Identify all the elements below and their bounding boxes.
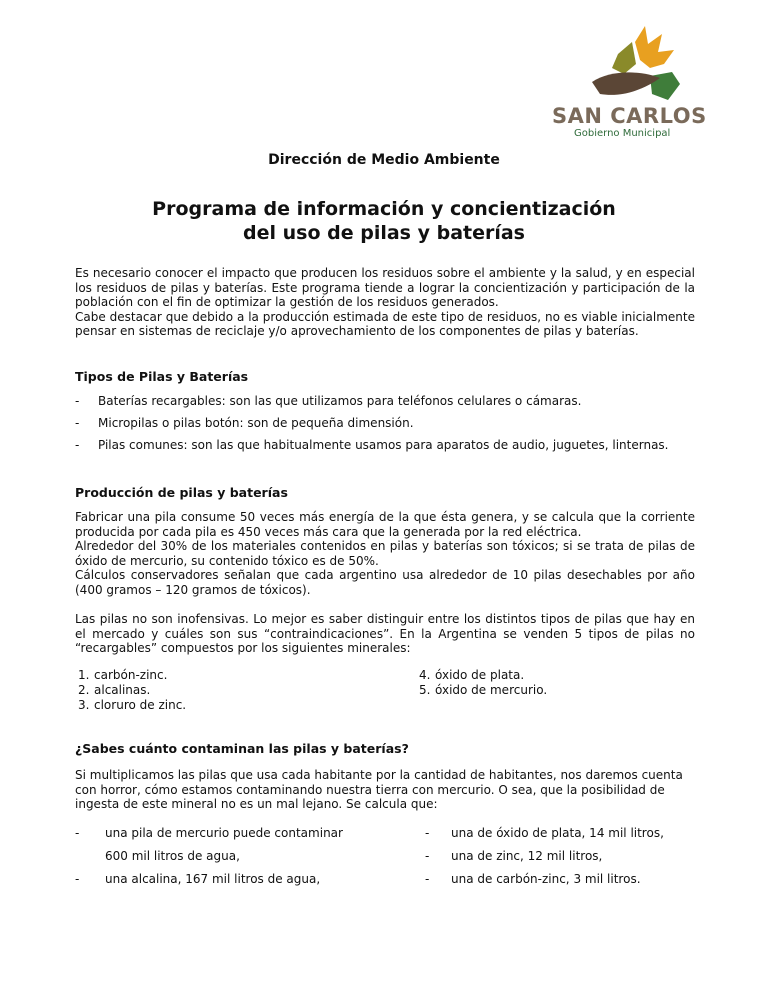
department-heading: Dirección de Medio Ambiente — [268, 152, 500, 168]
production-heading: Producción de pilas y baterías — [75, 485, 288, 500]
document-title — [0, 197, 768, 245]
intro-section — [75, 266, 695, 339]
intro-paragraph-2: Cabe destacar que debido a la producción estimada de este tipo de residuos, no es viable inicialmente pensar en sistemas de reciclaje y/o aprovechamiento de los componentes de pilas y baterías. — [75, 309, 695, 338]
production-paragraph-2: Alrededor del 30% de los materiales contenidos en pilas y baterías son tóxicos; si se trata de pilas de óxido de mercurio, su contenido tóxico es de 50%. — [75, 539, 695, 568]
types-heading: Tipos de Pilas y Baterías — [75, 369, 249, 384]
contamination-heading: ¿Sabes cuánto contaminan las pilas y baterías? — [75, 741, 409, 756]
production-paragraph-3: Cálculos conservadores señalan que cada argentino usa alrededor de 10 pilas desechables por año (400 gramos – 120 gramos de tóxicos). — [75, 568, 695, 597]
intro-paragraph-1: Es necesario conocer el impacto que producen los residuos sobre el ambiente y la salud, y en especial los residuos de pilas y baterías. Este programa tiende a lograr la concientización y participación de la población con el fin de optimizar la gestión de los residuos generados. — [75, 266, 695, 309]
leaf-brown-icon — [592, 72, 660, 94]
leaf-orange-icon — [635, 26, 674, 68]
contamination-section — [75, 768, 695, 812]
production-section — [75, 510, 695, 597]
production-paragraph-4: Las pilas no son inofensivas. Lo mejor es saber distinguir entre los distintos tipos de pilas que hay en el mercado y cuáles son sus “contraindicaciones”. En la Argentina se venden 5 tipos de pilas no “recargables” compuestos por los siguientes minerales: — [75, 612, 695, 655]
mineral-item-3: 3. cloruro de zinc. — [78, 698, 187, 712]
mineral-item-5: 5. óxido de mercurio. — [419, 683, 548, 697]
logo-name: SAN CARLOS — [552, 104, 707, 128]
title-line-1: Programa de información y concientización — [152, 198, 616, 220]
production-paragraph-1: Fabricar una pila consume 50 veces más energía de la que ésta genera, y se calcula que la corriente producida por cada pila es 450 veces más cara que la generada por la red eléctrica. — [75, 510, 695, 539]
mineral-item-1: 1. carbón-zinc. — [78, 668, 168, 682]
mineral-item-4: 4. óxido de plata. — [419, 668, 525, 682]
logo-subtitle: Gobierno Municipal — [574, 128, 671, 139]
title-line-2: del uso de pilas y baterías — [243, 222, 525, 244]
contamination-paragraph: Si multiplicamos las pilas que usa cada habitante por la cantidad de habitantes, nos daremos cuenta con horror, cómo estamos contaminando nuestra tierra con mercurio. O sea, que la posibilidad de ingesta de este mineral no es un mal lejano. Se calcula que: — [75, 768, 683, 811]
leaf-olive-icon — [612, 42, 636, 74]
production-paragraph-4-wrap — [75, 612, 695, 656]
mineral-item-2: 2. alcalinas. — [78, 683, 151, 697]
